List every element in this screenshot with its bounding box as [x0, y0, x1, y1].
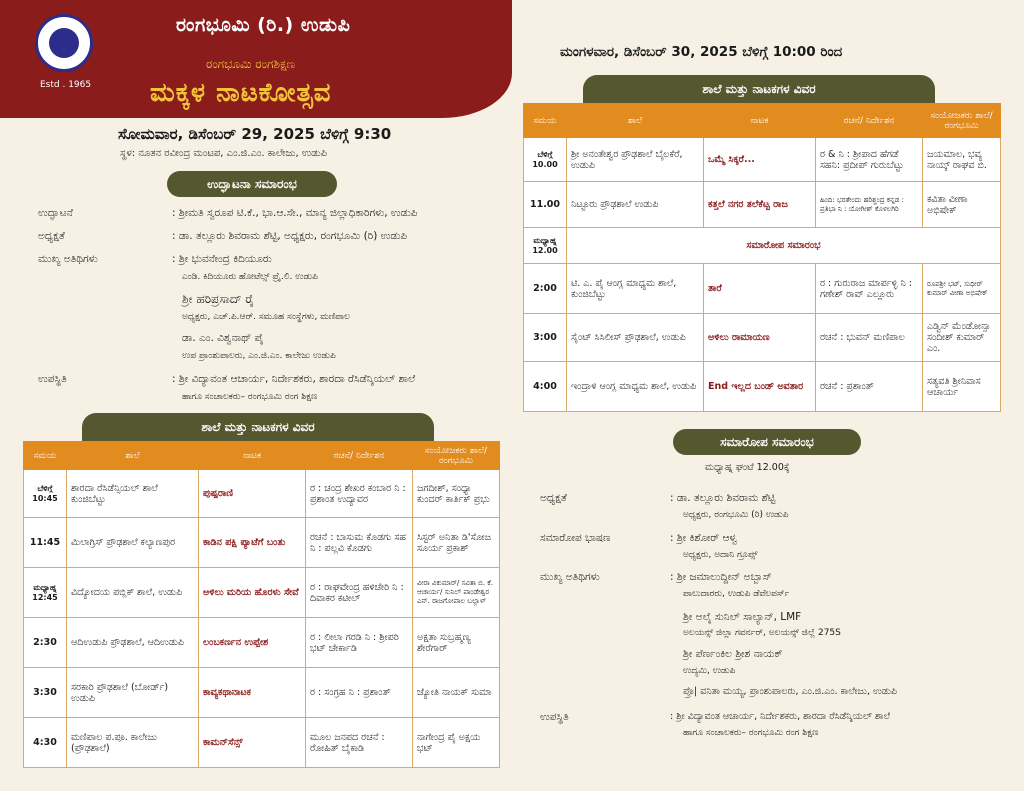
- cell-time: 11.00: [524, 182, 567, 228]
- cell-coord: ಸಿಸ್ಟರ್ ಅನಿತಾ ಡಿ'ಸೋಜ ಸೂರ್ಯ ಪ್ರಕಾಶ್: [413, 518, 500, 568]
- cell-author: ರಚನೆ : ಬಾಸುಮ ಕೊಡಗು ಸಹ ನಿ : ಪಲ್ಲವಿ ಕೊಡಗು: [306, 518, 413, 568]
- table-row: [524, 182, 1001, 228]
- closing-desc-guest-1: ಪಾಲುದಾರರು, ಉಡುಪಿ ಡೆವೆಲಪರ್ಸ್: [683, 589, 790, 599]
- col-play: ನಾಟಕ: [704, 104, 816, 138]
- desc-guest-3: ಉಪ ಪ್ರಾಂಶುಪಾಲರು, ಎಂ.ಜಿ.ಎಂ. ಕಾಲೇಜು ಉಡುಪಿ: [182, 351, 336, 361]
- table-header-row: [24, 442, 500, 470]
- name-guest-1: : ಶ್ರೀ ಭುವನೇಂದ್ರ ಕಿದಿಯೂರು: [172, 253, 272, 265]
- estd-label: Estd . 1965: [40, 80, 92, 90]
- cell-author: ಹಿಂದಿ: ಭರತೇಂದು ಹರಿಶ್ಚಂದ್ರ ಕನ್ನಡ : ಪ್ರತಿಭಾ ನಿ : ಯೋಗೀಶ್ ಕೊಳಲಗಿರಿ: [816, 182, 923, 228]
- day2-date: ಮಂಗಳವಾರ, ಡಿಸೆಂಬರ್ 30, 2025 ಬೆಳಿಗ್ಗೆ 10:00 ರಿಂದ: [560, 44, 843, 60]
- cell-coord: ನಾಗೇಂದ್ರ ಪೈ ಅಕ್ಷಯ ಭಟ್: [413, 718, 500, 768]
- closing-ceremony-row: ಸಮಾರೋಪ ಸಮಾರಂಭ: [567, 228, 1001, 264]
- label-chief-guests: ಮುಖ್ಯ ಅತಿಥಿಗಳು: [38, 253, 98, 265]
- desc-guest-2: ಅಧ್ಯಕ್ಷರು, ಎಚ್.ಪಿ.ಆರ್. ಸಮೂಹ ಸಂಸ್ಥೆಗಳು, ಮಣಿಪಾಲ: [182, 312, 350, 322]
- closing-desc-guest-2: ಅಲಯನ್ಸ್ ಜಿಲ್ಲಾ ಗವರ್ನರ್, ಅಲಯನ್ಸ್ ಜಿಲ್ಲೆ 275S: [683, 628, 841, 638]
- closing-label-adhyakshate: ಅಧ್ಯಕ್ಷತೆ: [540, 492, 567, 504]
- cell-play: ಅಳಿಲು ರಾಮಾಯಣ: [704, 314, 816, 362]
- table-row: [24, 568, 500, 618]
- cell-school: ಸರಕಾರಿ ಪ್ರೌಢಶಾಲೆ (ಬೋರ್ಡ್) ಉಡುಪಿ: [67, 668, 199, 718]
- cell-school: ಆದಿಉಡುಪಿ ಪ್ರೌಢಶಾಲೆ, ಆದಿಉಡುಪಿ: [67, 618, 199, 668]
- cell-play: ಅಳಿಲು ಮರಿಯ ಹೊರಳು ಸೇವೆ: [199, 568, 306, 618]
- closing-name-guest-1: : ಶ್ರೀ ಜಮಾಲುದ್ದೀನ್ ಅಬ್ಬಾಸ್: [670, 571, 772, 583]
- day1-schedule-title: ಶಾಲೆ ಮತ್ತು ನಾಟಕಗಳ ವಿವರ: [82, 413, 434, 441]
- cell-author: ರ : ರಾಘವೇಂದ್ರ ಹಳಿಚೇರಿ ನಿ : ದಿವಾಕರ ಕಟೀಲ್: [306, 568, 413, 618]
- cell-school: ವಿದ್ಯೋದಯ ಪಬ್ಲಿಕ್ ಶಾಲೆ, ಉಡುಪಿ: [67, 568, 199, 618]
- cell-coord: ಅಕ್ಷತಾ ಸುಬ್ರಹ್ಮಣ್ಯ ಶೇರೆಗಾರ್: [413, 618, 500, 668]
- closing-name-presence: : ಶ್ರೀ ವಿದ್ಯಾವಂತ ಆಚಾರ್ಯ, ನಿರ್ದೇಶಕರು, ಶಾರದಾ ರೆಸಿಡೆನ್ಶಿಯಲ್ ಶಾಲೆ: [670, 711, 891, 722]
- table-row: [524, 264, 1001, 314]
- cell-play: ಕಾವ್ಯಕಥಾನಾಟಕ: [199, 668, 306, 718]
- closing-title: ಸಮಾರೋಪ ಸಮಾರಂಭ: [673, 429, 861, 455]
- cell-time: ಬೆಳಿಗ್ಗೆ 10:45: [24, 470, 67, 518]
- col-author: ರಚನೆ/ ನಿರ್ದೇಶನ: [816, 104, 923, 138]
- cell-play: ಕತ್ತಲೆ ನಗರ ತಲೆಕೆಟ್ಟ ರಾಜ: [704, 182, 816, 228]
- name-presence: : ಶ್ರೀ ವಿದ್ಯಾವಂತ ಆಚಾರ್ಯ, ನಿರ್ದೇಶಕರು, ಶಾರದಾ ರೆಸಿಡೆನ್ಶಿಯಲ್ ಶಾಲೆ: [172, 373, 416, 385]
- cell-play: ಕಾಡಿನ ಪಕ್ಷಿ ಪ್ಯಾಟೆಗೆ ಬಂತು: [199, 518, 306, 568]
- closing-name-guest-4: ಪ್ರೊ| ವನಿತಾ ಮಯ್ಯ, ಪ್ರಾಂಶುಪಾಲರು, ಎಂ.ಜಿ.ಎಂ. ಕಾಲೇಜು, ಉಡುಪಿ: [683, 686, 897, 697]
- cell-time: ಮಧ್ಯಾಹ್ನ 12:45: [24, 568, 67, 618]
- cell-time: 3:30: [24, 668, 67, 718]
- cell-time: 4:30: [24, 718, 67, 768]
- org-name: ರಂಗಭೂಮಿ (ರಿ.) ಉಡುಪಿ: [176, 14, 351, 36]
- cell-school: ಶಾರದಾ ರೆಸಿಡೆನ್ಸಿಯಲ್ ಶಾಲೆ ಕುಂಜಿಬೆಟ್ಟು: [67, 470, 199, 518]
- closing-label-speech: ಸಮಾರೋಪ ಭಾಷಣ: [540, 532, 611, 544]
- col-time: ಸಮಯ: [524, 104, 567, 138]
- cell-school: ಶ್ರೀ ಅನಂತೇಶ್ವರ ಪ್ರೌಢಶಾಲೆ ಬೈಲಕೆರೆ, ಉಡುಪಿ: [567, 138, 704, 182]
- day1-venue: ಸ್ಥಳ: ನೂತನ ರವೀಂದ್ರ ಮಂಟಪ, ಎಂ.ಜಿ.ಎಂ. ಕಾಲೇಜು, ಉಡುಪಿ: [120, 148, 328, 159]
- subtitle: ರಂಗಭೂಮಿ ರಂಗಶಿಕ್ಷಣ: [206, 57, 296, 71]
- closing-label-guests: ಮುಖ್ಯ ಅತಿಥಿಗಳು: [540, 571, 600, 583]
- cell-author: ರ : ಸಂಗ್ರಹ ನಿ : ಪ್ರಶಾಂತ್: [306, 668, 413, 718]
- day1-schedule-table: [23, 441, 500, 768]
- cell-coord: ಸತ್ಯವತಿ ಶ್ರೀನಿವಾಸ ಆಚಾರ್ಯ: [923, 362, 1001, 412]
- closing-desc-guest-3: ಉದ್ಯಮಿ, ಉಡುಪಿ: [683, 666, 736, 676]
- inauguration-title: ಉದ್ಘಾಟನಾ ಸಮಾರಂಭ: [167, 171, 337, 197]
- closing-label-presence: ಉಪಸ್ಥಿತಿ: [540, 711, 569, 723]
- table-row: [24, 518, 500, 568]
- name-adhyakshate: : ಡಾ. ತಲ್ಲೂರು ಶಿವರಾಮ ಶೆಟ್ಟಿ, ಅಧ್ಯಕ್ಷರು, ರಂಗಭೂಮಿ (ರಿ) ಉಡುಪಿ: [172, 230, 408, 242]
- name-guest-2: ಶ್ರೀ ಹರಿಪ್ರಸಾದ್ ರೈ: [182, 292, 255, 306]
- col-coord: ಸಂಯೋಜಕರು ಶಾಲೆ/ರಂಗಭೂಮಿ: [923, 104, 1001, 138]
- closing-desc-presence: ಹಾಗೂ ಸಂಚಾಲಕರು– ರಂಗಭೂಮಿ ರಂಗ ಶಿಕ್ಷಣ: [683, 728, 819, 738]
- cell-author: ರಚನೆ : ಪ್ರಶಾಂತ್: [816, 362, 923, 412]
- label-udghatane: ಉದ್ಘಾಟನೆ: [38, 207, 73, 219]
- festival-title: ಮಕ್ಕಳ ನಾಟಕೋತ್ಸವ: [150, 78, 332, 108]
- cell-play: ಪುಷ್ಪರಾಣಿ: [199, 470, 306, 518]
- cell-play: ಕಾಮನ್‌ಸೆನ್ಸ್: [199, 718, 306, 768]
- cell-play: ತಾರೆ: [704, 264, 816, 314]
- cell-coord: ಕವಿತಾ ವೀಣಾ ಅಭಿಷೇಕ್: [923, 182, 1001, 228]
- table-row: [24, 470, 500, 518]
- cell-time: 2:00: [524, 264, 567, 314]
- table-row: [524, 314, 1001, 362]
- cell-author: ರಚನೆ : ಭುವನ್ ಮಣಿಪಾಲ: [816, 314, 923, 362]
- closing-name-speech: : ಶ್ರೀ ಕಿಶೋರ್ ಆಳ್ವ: [670, 532, 738, 544]
- table-row: [524, 362, 1001, 412]
- cell-author: ರ : ಲೀಲಾ ಗರಡಿ ನಿ : ಶ್ರೀಪರಿ ಭಟ್ ಚೇರ್ಕಾಡಿ: [306, 618, 413, 668]
- closing-desc-speech: ಅಧ್ಯಕ್ಷರು, ಅದಾನಿ ಗ್ರೂಪ್ಸ್: [683, 550, 758, 560]
- cell-school: ಮಣಿಪಾಲ ಪ.ಪೂ. ಕಾಲೇಜು (ಪ್ರೌಢಶಾಲೆ): [67, 718, 199, 768]
- cell-coord: ಎಡ್ವಿನ್ ಮೆಂಡೋನ್ಸಾ ಸಂದೀಶ್ ಕುಮಾರ್ ಎಂ.: [923, 314, 1001, 362]
- closing-name-guest-2: ಶ್ರೀ ಅಲೈ ಸುನಿಲ್ ಸಾಲ್ಯಾನ್, LMF: [683, 611, 802, 623]
- table-row: [24, 668, 500, 718]
- closing-name-adhyakshate: : ಡಾ. ತಲ್ಲೂರು ಶಿವರಾಮ ಶೆಟ್ಟಿ: [670, 492, 776, 504]
- cell-coord: ಜಯಮಾಲ, ಭವ್ಯ ನಾಯ್ಕ್ ರಾಘವ ಬಿ.: [923, 138, 1001, 182]
- name-udghatane: : ಶ್ರೀಮತಿ ಸ್ವರೂಪ ಟಿ.ಕೆ., ಭಾ.ಆ.ಸೇ., ಮಾನ್ಯ ಜಿಲ್ಲಾಧಿಕಾರಿಗಳು, ಉಡುಪಿ: [172, 207, 418, 219]
- cell-time: ಬೆಳಿಗ್ಗೆ 10.00: [524, 138, 567, 182]
- label-adhyakshate: ಅಧ್ಯಕ್ಷತೆ: [38, 230, 65, 242]
- col-coord: ಸಂಯೋಜಕರು ಶಾಲೆ/ರಂಗಭೂಮಿ: [413, 442, 500, 470]
- closing-desc-adhyakshate: ಅಧ್ಯಕ್ಷರು, ರಂಗಭೂಮಿ (ರಿ) ಉಡುಪಿ: [683, 510, 789, 520]
- cell-coord: ವೀರಾ ವಿಕುಮಾರ್/ ಸವಿತಾ ಬಿ. ಕೆ. ಆಚಾರ್ಯ/ ಸುನಿಲ್ ಪಾಂಡೇಶ್ವರ ಎನ್. ರಾಜಗೋಪಾಲ ಬಲ್ಲಾಳ್: [413, 568, 500, 618]
- cell-time: 3:00: [524, 314, 567, 362]
- cell-time: 11:45: [24, 518, 67, 568]
- table-row: [524, 138, 1001, 182]
- cell-school: ಮಿಲಾಗ್ರಿಸ್ ಪ್ರೌಢಶಾಲೆ ಕಲ್ಯಾಣಪುರ: [67, 518, 199, 568]
- cell-play: ಲಂಬಕರ್ಣನ ಉಪ್ಪೇಶ: [199, 618, 306, 668]
- cell-play: ಒಮ್ಮೆ ಸಿಕ್ಕರೆ...: [704, 138, 816, 182]
- cell-time: 2:30: [24, 618, 67, 668]
- table-row: [24, 618, 500, 668]
- name-guest-3: ಡಾ. ಎಂ. ವಿಶ್ವನಾಥ್ ಪೈ: [182, 332, 264, 344]
- closing-name-guest-3: ಶ್ರೀ ಪೆರ್ಣಂಕಿಲ ಶ್ರೀಶ ನಾಯಕ್: [683, 648, 783, 660]
- cell-school: ಸೈಂಟ್ ಸಿಸಿಲೀಸ್ ಪ್ರೌಢಶಾಲೆ, ಉಡುಪಿ: [567, 314, 704, 362]
- cell-author: ರ : ಗುರುರಾಜ ಮಾರ್ಪಳ್ಳಿ ನಿ : ಗಣೇಶ್ ರಾವ್ ಎಲ್ಲೂರು: [816, 264, 923, 314]
- col-school: ಶಾಲೆ: [567, 104, 704, 138]
- col-author: ರಚನೆ/ ನಿರ್ದೇಶನ: [306, 442, 413, 470]
- rangabhoomi-logo: [35, 14, 93, 72]
- day1-date: ಸೋಮವಾರ, ಡಿಸೆಂಬರ್ 29, 2025 ಬೆಳಿಗ್ಗೆ 9:30: [118, 125, 392, 143]
- cell-school: ಇಂದ್ರಾಳಿ ಆಂಗ್ಲ ಮಾಧ್ಯಮ ಶಾಲೆ, ಉಡುಪಿ: [567, 362, 704, 412]
- desc-presence: ಹಾಗೂ ಸಂಚಾಲಕರು– ರಂಗಭೂಮಿ ರಂಗ ಶಿಕ್ಷಣ: [182, 392, 318, 402]
- cell-play: End ಇಲ್ಲದ ಬಂಡ್ ಅವತಾರ: [704, 362, 816, 412]
- cell-school: ಟಿ. ಎ. ಪೈ ಆಂಗ್ಲ ಮಾಧ್ಯಮ ಶಾಲೆ, ಕುಂಜಿಬೆಟ್ಟು: [567, 264, 704, 314]
- table-row: [24, 718, 500, 768]
- table-header-row: [524, 104, 1001, 138]
- cell-author: ರ : ಚಂದ್ರ ಶೇಖರ ಕಂಬಾರ ನಿ : ಪ್ರಶಾಂತ ಉದ್ಯಾವರ: [306, 470, 413, 518]
- col-school: ಶಾಲೆ: [67, 442, 199, 470]
- label-presence: ಉಪಸ್ಥಿತಿ: [38, 373, 67, 385]
- col-time: ಸಮಯ: [24, 442, 67, 470]
- cell-coord: ಜ್ಯೋತಿ ನಾಯಕ್ ಸುಮಾ: [413, 668, 500, 718]
- cell-coord: ಜಗದೀಶ್, ಸಂಧ್ಯಾ ಕುಂದರ್ ಕಾರ್ತಿಕ್ ಪ್ರಭು: [413, 470, 500, 518]
- cell-coord: ರೂಪಶ್ರೀ ಭಟ್, ಸುಧೀರ್ ಕುಮಾರ್ ವೀಣಾ ಅಭಿಷೇಕ್: [923, 264, 1001, 314]
- desc-guest-1: ಎಂಡಿ. ಕಿದಿಯೂರು ಹೋಟೆಲ್ಸ್ ಪ್ರೈ.ಲಿ. ಉಡುಪಿ: [182, 272, 318, 282]
- table-row: [524, 228, 1001, 264]
- cell-author: ಮೂಲ ಜನಪದ ರಚನೆ : ರೋಹಿತ್ ಬೈಕಾಡಿ: [306, 718, 413, 768]
- day2-schedule-title: ಶಾಲೆ ಮತ್ತು ನಾಟಕಗಳ ವಿವರ: [583, 75, 935, 103]
- cell-school: ನಿಟ್ಟೂರು ಪ್ರೌಢಶಾಲೆ ಉಡುಪಿ: [567, 182, 704, 228]
- col-play: ನಾಟಕ: [199, 442, 306, 470]
- cell-author: ರ & ನಿ : ಶ್ರೀಪಾದ ಹೆಗಡೆ ಸಹನಿ: ಪ್ರದೀಪ್ ಗುರುಬೆಟ್ಟು: [816, 138, 923, 182]
- closing-time: ಮಧ್ಯಾಹ್ನ ಘಂಟೆ 12.00ಕ್ಕೆ: [705, 462, 790, 473]
- cell-time: 4:00: [524, 362, 567, 412]
- day2-schedule-table: [523, 103, 1001, 412]
- cell-time: ಮಧ್ಯಾಹ್ನ 12.00: [524, 228, 567, 264]
